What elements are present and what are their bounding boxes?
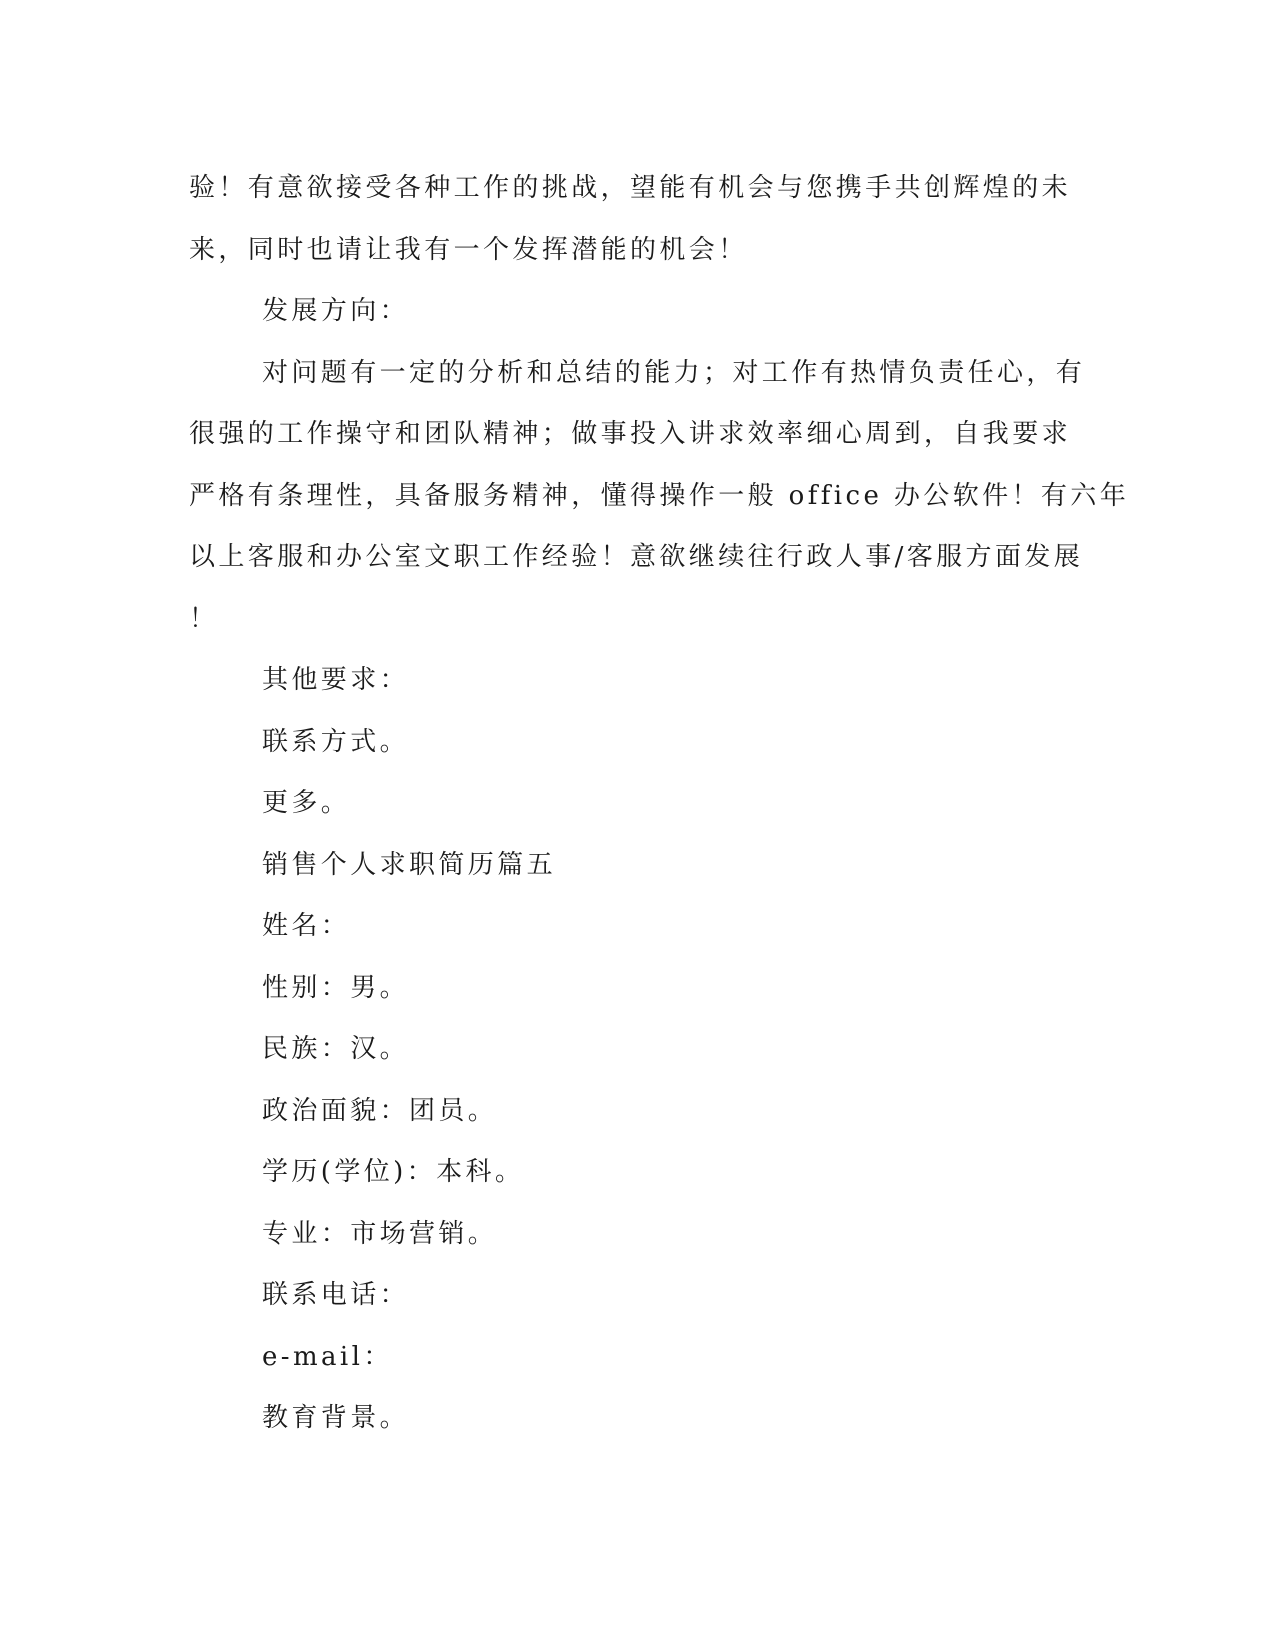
section-heading: 发展方向： bbox=[262, 296, 410, 326]
text-line: 严格有条理性，具备服务精神，懂得操作一般 office 办公软件！有六年 bbox=[189, 480, 1130, 511]
field-political-status: 政治面貌：团员。 bbox=[262, 1095, 498, 1126]
field-email: e-mail： bbox=[262, 1341, 393, 1372]
field-education: 学历(学位)：本科。 bbox=[262, 1157, 525, 1187]
text-line: 来，同时也请让我有一个发挥潜能的机会！ bbox=[189, 234, 748, 265]
text-line: 验！有意欲接受各种工作的挑战，望能有机会与您携手共创辉煌的未 bbox=[189, 173, 1072, 203]
text-line: 对问题有一定的分析和总结的能力；对工作有热情负责任心，有 bbox=[262, 357, 1086, 388]
section-heading: 教育背景。 bbox=[262, 1403, 410, 1433]
text-line: 联系方式。 bbox=[262, 726, 410, 757]
text-line: ！ bbox=[189, 603, 219, 634]
field-gender: 性别：男。 bbox=[262, 972, 410, 1003]
text-line: 很强的工作操守和团队精神；做事投入讲求效率细心周到，自我要求 bbox=[189, 419, 1072, 449]
field-phone: 联系电话： bbox=[262, 1280, 410, 1310]
section-title: 销售个人求职简历篇五 bbox=[262, 849, 557, 880]
text-line: 更多。 bbox=[262, 788, 351, 818]
text-line: 以上客服和办公室文职工作经验！意欲继续往行政人事/客服方面发展 bbox=[189, 542, 1084, 572]
section-heading: 其他要求： bbox=[262, 665, 410, 695]
field-major: 专业：市场营销。 bbox=[262, 1218, 498, 1249]
document-body bbox=[189, 158, 1130, 1450]
field-name: 姓名： bbox=[262, 911, 351, 941]
field-ethnicity: 民族：汉。 bbox=[262, 1034, 410, 1064]
